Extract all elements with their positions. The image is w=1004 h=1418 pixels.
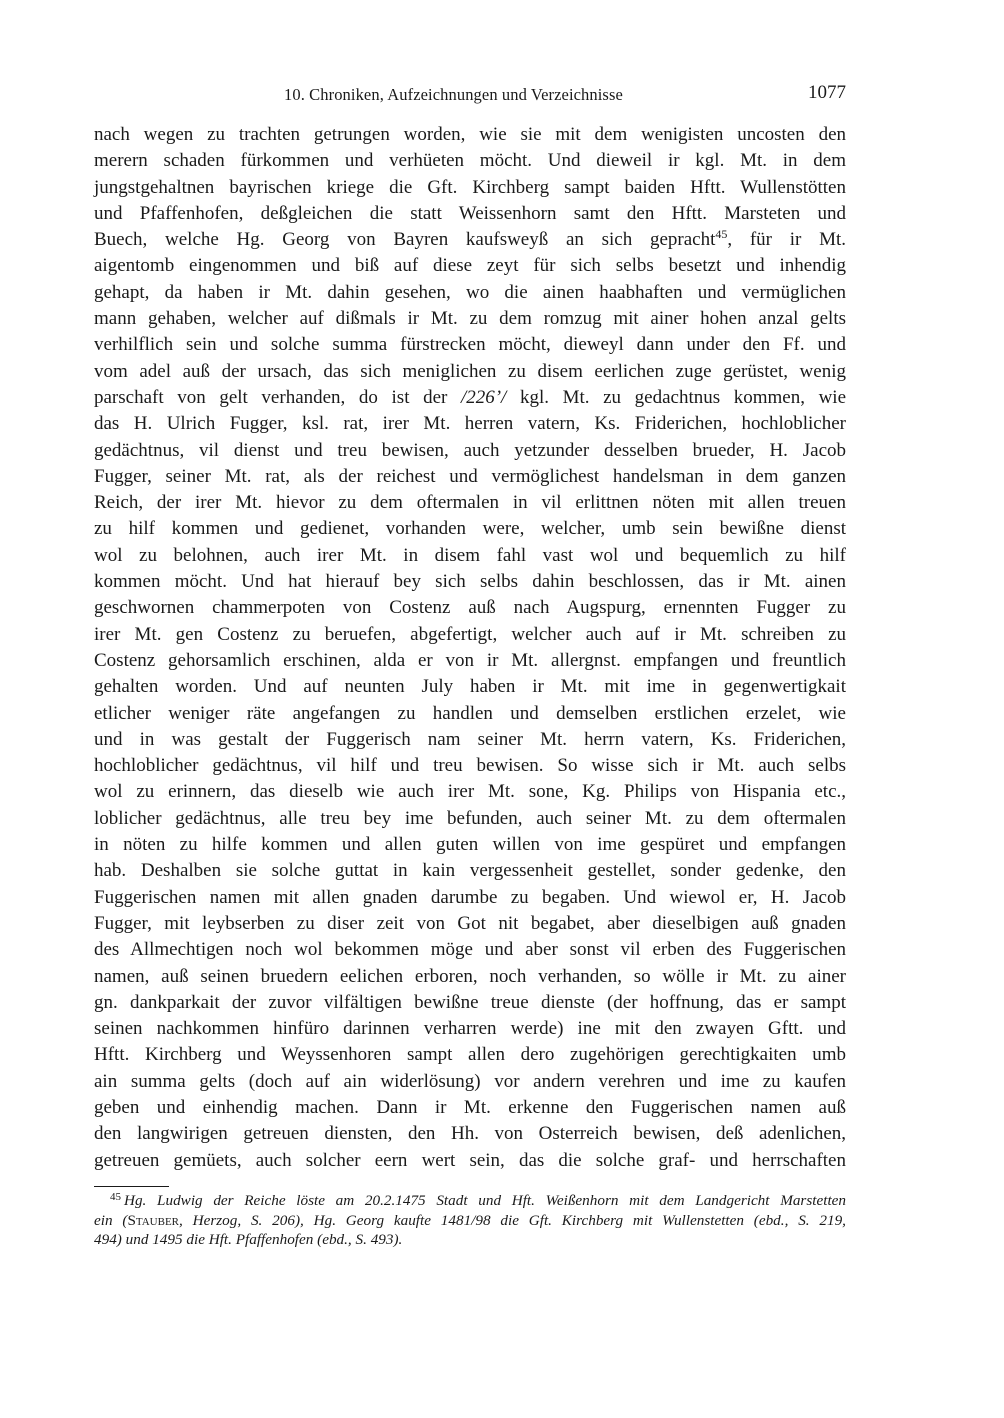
text-line: geben und einhendig machen. Dann ir Mt. erkenne den Fuggerischen namen auß <box>94 1096 846 1118</box>
text-line: des Allmechtigen noch wol bekommen möge und aber sonst vil erben des Fuggerischen <box>94 939 846 961</box>
text-line: Fugger, seiner Mt. rat, als der reichest und vermöglichest handelsman in dem ganzen <box>94 465 846 487</box>
text-line: Reich, der irer Mt. hievor zu dem oftermalen in vil erlittnen nöten mit allen treuen <box>94 492 846 514</box>
text-line: Costenz gehorsamlich erschinen, alda er von ir Mt. allergnst. empfangen und freuntlich <box>94 649 846 671</box>
text-line: irer Mt. gen Costenz zu beruefen, abgefertigt, welcher auch auf ir Mt. schreiben zu <box>94 623 846 645</box>
text-line: zu hilf kommen und gedienet, vorhanden were, welcher, umb sein bewißne dienst <box>94 518 846 540</box>
text-segment: parschaft von gelt verhanden, do ist der <box>94 386 448 408</box>
footnote-author: Stauber <box>127 1211 180 1229</box>
text-line: loblicher gedächtnus, alle treu bey ime befunden, auch seiner Mt. zu dem oftermalen <box>94 807 846 829</box>
text-line: in nöten zu hilfe kommen und allen guten willen von ime gespüret und empfangen <box>94 834 846 856</box>
text-line: den langwirigen getreuen diensten, den Hh. von Osterreich bewisen, deß adenlichen, <box>94 1123 846 1145</box>
footnote-divider <box>94 1186 169 1187</box>
folio-marker: /226’/ <box>460 386 507 408</box>
text-line: vom adel auß der ursach, das sich meniglichen zu disem eerlichen zuge gerüstet, wenig <box>94 360 846 382</box>
text-line: geschwornen chammerpoten von Costenz auß nach Augspurg, ernennten Fugger zu <box>94 597 846 619</box>
text-line: kommen möcht. Und hat hierauf bey sich selbs dahin beschlossen, das ir Mt. ainen <box>94 571 846 593</box>
text-line: gn. dankparkait der zuvor vilfältigen bewißne treue dienste (der hoffnung, das er sampt <box>94 991 846 1013</box>
text-line: Fuggerischen namen mit allen gnaden darumbe zu begaben. Und wiewol er, H. Jacob <box>94 886 846 908</box>
page-number: 1077 <box>808 82 846 103</box>
footnote-reference: 45 <box>715 227 728 242</box>
text-line: wol zu belohnen, auch irer Mt. in disem fahl vast wol und bequemlich zu hilf <box>94 544 846 566</box>
running-head <box>94 82 846 108</box>
text-line <box>94 227 846 253</box>
text-segment: Buech, welche Hg. Georg von Bayren kaufsweyß an sich gepracht <box>94 229 716 251</box>
text-line: Hftt. Kirchberg und Weyssenhoren sampt allen dero zugehörigen gerechtigkaiten umb <box>94 1044 846 1066</box>
text-line: ain summa gelts (doch auf ain widerlösung) vor andern verehren und ime zu kaufen <box>94 1070 846 1092</box>
text-line: und in was gestalt der Fuggerisch nam seiner Mt. herrn vatern, Ks. Friderichen, <box>94 728 846 750</box>
text-line: mann gehaben, welcher auf dißmals ir Mt. zu dem romzug mit ainer hohen anzal gelts <box>94 308 846 330</box>
text-line: gehapt, da haben ir Mt. dahin gesehen, wo die ainen haabhaften und vermüglichen <box>94 281 846 303</box>
text-line: nach wegen zu trachten getrungen worden, wie sie mit dem wenigisten uncosten den <box>94 124 846 145</box>
text-line: gedächtnus, vil dienst und treu bewisen, auch yetzunder desselben brueder, H. Jacob <box>94 439 846 461</box>
text-line: seinen nachkommen hinfüro darinnen verharren werde) ine mit den zwayen Gftt. und <box>94 1018 846 1040</box>
text-line: Fugger, mit leybserben zu diser zeit von Got nit begabet, aber dieselbigen auß gnaden <box>94 912 846 934</box>
text-line: namen, auß seinen bruedern eelichen erboren, noch verhanden, so wölle ir Mt. zu ainer <box>94 965 846 987</box>
text-line: hab. Deshalben sie solche guttat in kain vergessenheit gestellet, sonder gedenke, den <box>94 860 846 882</box>
text-line: das H. Ulrich Fugger, ksl. rat, irer Mt. herren vatern, Ks. Friderichen, hochloblicher <box>94 413 846 435</box>
text-line: etlicher weniger räte angefangen zu handlen und demselben erstlichen erzelet, wie <box>94 702 846 724</box>
footnote-text: Hg. Ludwig der Reiche löste am 20.2.1475 Stadt und Hft. Weißenhorn mit dem Landgericht Marstetten <box>124 1192 846 1209</box>
footnote-text: , Herzog, S. 206), Hg. Georg kaufte 1481/98 die Gft. Kirchberg mit Wullenstetten (ebd., S. 219, <box>179 1211 846 1229</box>
text-segment: kgl. Mt. zu gedachtnus kommen, wie <box>506 386 847 408</box>
footnote-text: ein ( <box>94 1211 128 1229</box>
footnote-line: 494) und 1495 die Hft. Pfaffenhofen (ebd., S. 493). <box>94 1231 403 1249</box>
main-text <box>94 122 846 1174</box>
text-line: gehalten worden. Und auf neunten July haben ir Mt. mit ime in gegenwertigkait <box>94 676 846 698</box>
text-line: wol zu erinnern, das dieselb wie auch irer Mt. sone, Kg. Philips von Hispania etc., <box>94 781 846 803</box>
text-line: getreuen gemüets, auch solcher eern wert sein, das die solche graf- und herrschaften <box>94 1149 846 1171</box>
text-line: und Pfaffenhofen, deßgleichen die statt Weissenhorn samt den Hftt. Marsteten und <box>94 202 846 224</box>
footnote-number: 45 <box>110 1191 121 1203</box>
text-line: merern schaden fürkommen und verhüeten möcht. Und dieweil ir kgl. Mt. in dem <box>94 150 846 172</box>
text-line <box>94 385 846 411</box>
text-line: verhilflich sein und solche summa fürstrecken möcht, dieweyl dann under den Ff. und <box>94 334 846 356</box>
text-line: hochloblicher gedächtnus, vil hilf und treu bewisen. So wisse sich ir Mt. auch selbs <box>94 755 846 777</box>
text-segment: , für ir Mt. <box>727 229 846 251</box>
footnote-line <box>94 1211 846 1231</box>
running-title: 10. Chroniken, Aufzeichnungen und Verzeichnisse <box>284 85 623 104</box>
text-line: jungstgehaltnen bayrischen kriege die Gft. Kirchberg sampt baiden Hftt. Wullenstötten <box>94 176 846 198</box>
text-line: aigentomb eingenommen und biß auf diese zeyt für sich selbs besetzt und inhendig <box>94 255 846 277</box>
footnote <box>94 1191 846 1250</box>
footnote-line <box>94 1191 846 1211</box>
